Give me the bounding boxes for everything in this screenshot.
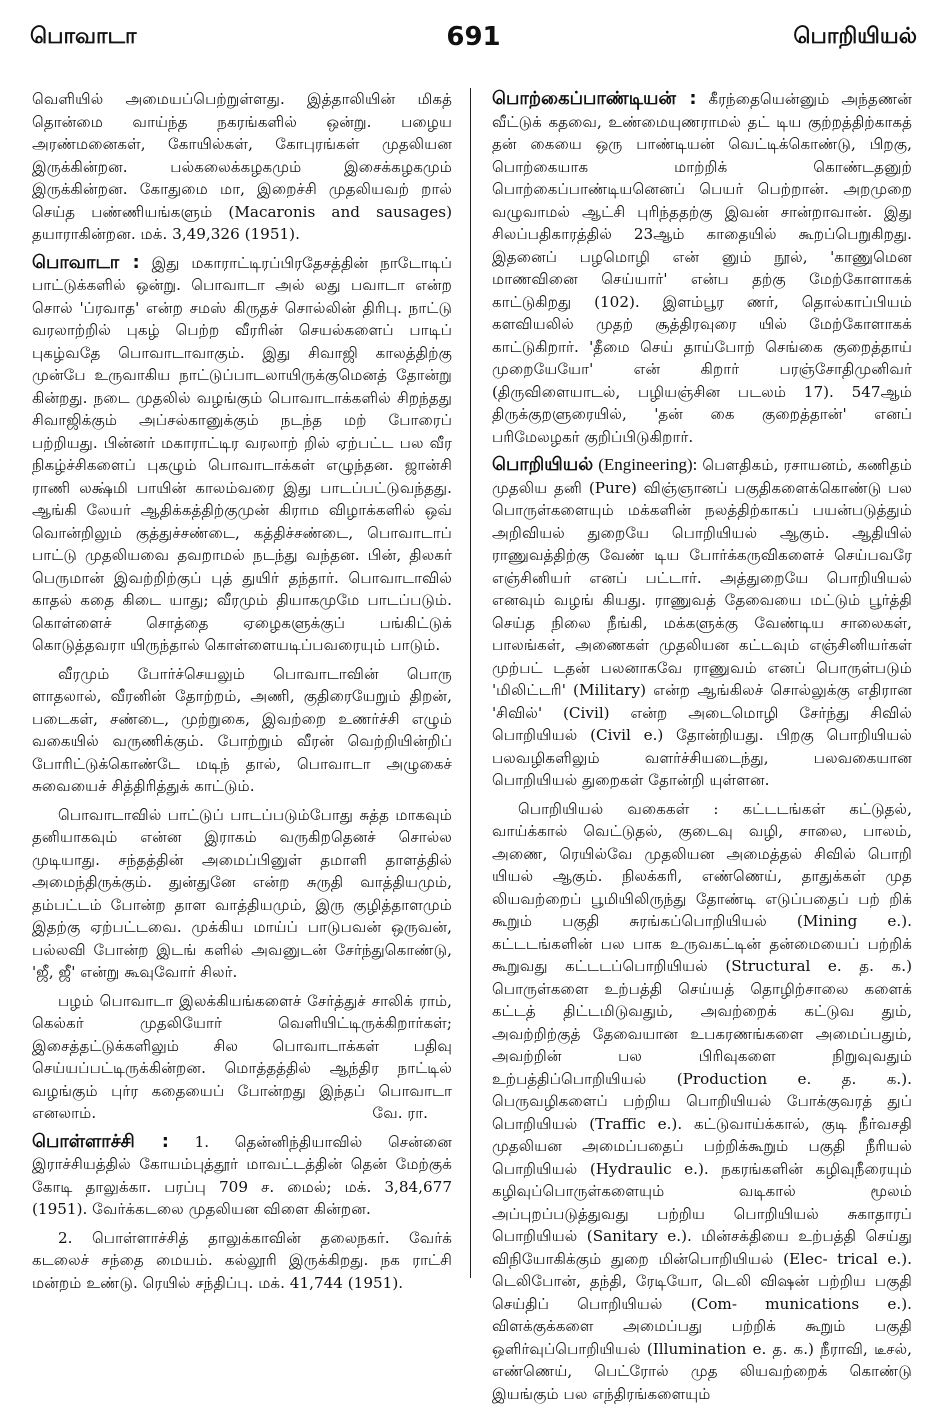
column-divider xyxy=(470,88,471,1278)
entry-headword-pollachi: பொள்ளாச்சி : xyxy=(32,1131,169,1152)
entry-headword-bowada: பொவாடா : xyxy=(32,252,140,273)
entry-engineering xyxy=(492,454,912,792)
entry-text-porkai-pandiyan: கீரந்தையென்னும் அந்தணன் வீட்டுக் கதவை, உண்மையுணராமல் தட் டிய குற்றத்திற்காகத் தன் கையை ஒரு பாண்டியன் வெட்டிக்கொண்டு, பிறகு, பொற்கையாக மாற்றிக் கொண்டதனுற் பொற்கைப்பாண்டியனெனப் பெயர் பெற்றான். அறமுறை வழுவாமல் ஆட்சி புரிந்ததற்கு இவன் சான்றாவான். இது சிலப்பதிகாரத்தில் 23ஆம் காதையில் கூறப்பெறுகிறது. இதனைப் பழமொழி என் னும் நூல், 'காணுமென மாணவினை செய்யார்' என்ப தற்கு மேற்கோளாகக் காட்டுகிறது (102). இளம்பூர ணர், தொல்காப்பியம் களவியலில் முதற் சூத்திரவுரை யில் மேற்கோளாகக் காட்டுகிறார். 'தீமை செய் தாய்போற் செங்கை குறைத்தாய் முறையேயோ' என் கிறார் பரஞ்சோதிமுனிவர் (திருவிளையாடல், பழியஞ்சின படலம் 17). 547ஆம் திருக்குறளுரையில், 'தன் கை குறைத்தான்' எனப் பரிமேலழகர் குறிப்பிடுகிறார். xyxy=(492,90,912,446)
entry-porkai-pandiyan xyxy=(492,88,912,448)
entry-headword-engineering: பொறியியல் xyxy=(492,454,593,475)
author-signature: வே. ரா. xyxy=(346,1102,428,1125)
entry-bowada xyxy=(32,252,452,657)
entry-text-pollachi: 1. தென்னிந்தியாவில் சென்னை இராச்சியத்தில் கோயம்புத்தூர் மாவட்டத்தின் தென் மேற்குக் கோடி தாலுக்கா. பரப்பு 709 ச. மைல்; மக். 3,84,677 (1951). வேர்க்கடலை முதலியன விளை கின்றன. xyxy=(32,1133,452,1219)
entry-pollachi xyxy=(32,1131,452,1221)
entry-text-bowada: இது மகாராட்டிரப்பிரதேசத்தின் நாடோடிப் பாட்டுக்களில் ஒன்று. பொவாடா அல் லது பவாடா என்ற சொல் 'ப்ரவாத' என்ற சமஸ் கிருதச் சொல்லின் திரிபு. நாட்டு வரலாற்றில் புகழ் பெற்ற வீரரின் செயல்களைப் பாடிப் புகழ்வதே பொவாடாவாகும். இது சிவாஜி காலத்திற்கு முன்பே உருவாகிய நாட்டுப்பாடலாயிருக்குமெனத் தோன்று கின்றது. நடை முதலில் வழங்கும் பொவாடாக்களில் சிறந்தது சிவாஜிக்கும் அப்சல்கானுக்கும் நடந்த மற் போரைப் பற்றியது. பின்னர் மகாராட்டிர வரலாற் றில் ஏற்பட்ட பல வீர நிகழ்ச்சிகளைப் புகழும் பொவாடாக்கள் எழுந்தன. ஜான்சி ராணி லக்ஷ்மி பாயின் காலம்வரை இது பாடப்பட்டுவந்தது. ஆங்கி லேயர் ஆதிக்கத்திற்குமுன் கிராம விழாக்களில் ஒவ் வொன்றிலும் குத்துச்சண்டை, கத்திச்சண்டை, பொவாடாப் பாட்டு முதலியவை தவறாமல் நடந்து வந்தன. பின், திலகர் பெருமான் இவற்றிற்குப் புத் துயிர் தந்தார். பொவாடாவில் காதல் கதை கிடை யாது; வீரமும் தியாகமுமே பாடப்படும். கொள்ளைச் சொத்தை ஏழைகளுக்குப் பங்கிட்டுக் கொடுத்தவரா யிருந்தால் கொள்ளையடிப்பவரையும் பாடும். xyxy=(32,254,452,655)
paragraph-engineering-types: பொறியியல் வகைகள் : கட்டடங்கள் கட்டுதல், வாய்க்கால் வெட்டுதல், குடைவு வழி, சாலை, பாலம், அணை, ரெயில்வே முதலியன அமைத்தல் சிவில் பொறி யியல் ஆகும். நிலக்கரி, எண்ணெய், தாதுக்கள் முத லியவற்றைப் பூமியிலிருந்து தோண்டி எடுப்பதைப் பற் றிக் கூறும் பகுதி சுரங்கப்பொறியியல் (Mining e.). கட்டடங்களின் பல பாக உருவகட்டின் தன்மையைப் பற்றிக் கூறுவது கட்டடப்பொறியியல் (Structural e. த. க.) பொருள்களை உற்பத்தி செய்யத் தொழிற்சாலை களைக் கட்டத் திட்டமிடுவதும், அவற்றைக் கட்டுவ தும், அவற்றிற்குத் தேவையான உபகரணங்களை அமைப்பதும், அவற்றின் பல பிரிவுகளை நிறுவுவதும் உற்பத்திப்பொறியியல் (Production e. த. க.). பெருவழிகளைப் பற்றிய பொறியியல் போக்குவரத் துப் பொறியியல் (Traffic e.). கட்டுவாய்க்கால், குடி நீர்வசதி முதலியன அமைப்பதைப் பற்றிக்கூறும் பகுதி நீரியல் பொறியியல் (Hydraulic e.). நகரங்களின் கழிவுநீரையும் கழிவுப்பொருள்களையும் வடிகால் மூலம் அப்புறப்படுத்துவது பற்றிய பொறியியல் சுகாதாரப் பொறியியல் (Sanitary e.). மின்சக்தியை உற்பத்தி செய்து விநியோகிக்கும் துறை மின்பொறியியல் (Elec- trical e.). டெலிபோன், தந்தி, ரேடியோ, டெலி விஷன் பற்றிய பகுதி செய்திப் பொறியியல் (Com- munications e.). விளக்குக்களை அமைப்பது பற்றிக் கூறும் பகுதி ஒளிர்வுப்பொறியியல் (Illumination e. த. க.) நீராவி, டீசல், எண்ணெய், பெட்ரோல் முத லியவற்றைக் கொண்டு இயங்கும் பல எந்திரங்களையும் xyxy=(492,798,912,1405)
page-header xyxy=(30,22,917,62)
running-head-right: பொறியியல் xyxy=(793,22,917,52)
paragraph-text: பழம் பொவாடா இலக்கியங்களைச் சேர்த்துச் சாலிக் ராம், கெல்கர் முதலியோர் வெளியிட்டிருக்கிறார்கள்; இசைத்தட்டுக்களிலும் சில பொவாடாக்கள் பதிவு செய்யப்பட்டிருக்கின்றன. மொத்தத்தில் ஆந்திர நாட்டில் வழங்கும் புர்ர கதையைப் போன்றது இந்தப் பொவாடா எனலாம். xyxy=(32,992,452,1123)
right-column xyxy=(492,88,912,1288)
running-head-left: பொவாடா xyxy=(30,22,137,52)
page-number: 691 xyxy=(446,22,500,52)
entry-headword-latin: (Engineering): xyxy=(598,455,697,474)
paragraph: பொவாடாவில் பாட்டுப் பாடப்படும்போது சுத்த மாகவும் தனியாகவும் என்ன இராகம் வருகிறதெனச் சொல்ல முடியாது. சந்தத்தின் அமைப்பினுள் தமாளி தாளத்தில் அமைந்திருக்கும். துன்துனே என்ற சுருதி வாத்தியமும், தம்பட்டம் போன்ற தாள வாத்தியமும், இரு குழித்தாளமும் இதற்கு ஏற்பட்டவை. முக்கிய மாய்ப் பாடுபவன் ஒருவன், பல்லவி போன்ற இடங் களில் அவனுடன் சேர்ந்துகொண்டு, 'ஜீ, ஜீ' என்று கூவுவோர் சிலர். xyxy=(32,804,452,984)
paragraph xyxy=(32,990,452,1125)
paragraph: வீரமும் போர்ச்செயலும் பொவாடாவின் பொரு ளாதலால், வீரனின் தோற்றம், அணி, குதிரையேறும் திறன், படைகள், சண்டை, முற்றுகை, இவற்றை உணர்ச்சி எழும் வகையில் வருணிக்கும். போற்றும் வீரன் வெற்றியின்றிப் போரிட்டுக்கொண்டே மடிந் தால், பொவாடா அழுகைச் சுவையைச் சித்திரித்துக் காட்டும். xyxy=(32,663,452,798)
bologna-continuation: வெளியில் அமையப்பெற்றுள்ளது. இத்தாலியின் மிகத் தொன்மை வாய்ந்த நகரங்களில் ஒன்று. பழைய அரண்மனைகள், கோயில்கள், கோபுரங்கள் முதலியன இருக்கின்றன. பல்கலைக்கழகமும் இசைக்கழகமும் இருக்கின்றன. கோதுமை மா, இறைச்சி முதலியவற் றால் செய்த பண்ணியங்களும் (Macaronis and sausages) தயாராகின்றன. மக். 3,49,326 (1951). xyxy=(32,88,452,246)
left-column xyxy=(32,88,452,1288)
paragraph: 2. பொள்ளாச்சித் தாலுக்காவின் தலைநகர். வேர்க் கடலைச் சந்தை மையம். கல்லூரி இருக்கிறது. நக ராட்சி மன்றம் உண்டு. ரெயில் சந்திப்பு. மக். 41,744 (1951). xyxy=(32,1227,452,1295)
entry-text-engineering: பௌதிகம், ரசாயனம், கணிதம் முதலிய தனி (Pure) விஞ்ஞானப் பகுதிகளைக்கொண்டு பல பொருள்களையும் மக்களின் நலத்திற்காகப் பயன்படுத்தும் அறிவியல் துறையே பொறியியல் ஆகும். ஆதியில் ராணுவத்திற்கு வேண் டிய போர்க்கருவிகளைச் செய்பவரே எஞ்சினியர் எனப் பட்டார். அத்துறையே பொறியியல் எனவும் வழங் கியது. ராணுவத் தேவையை மட்டும் பூர்த்தி செய்த நிலை நீங்கி, மக்களுக்கு வேண்டிய சாலைகள், பாலங்கள், அணைகள் முதலியன கட்டவும் எஞ்சினியர்கள் முற்பட் டதன் பலனாகவே ராணுவம் எனப் பொருள்படும் 'மிலிட்டரி' (Military) என்ற ஆங்கிலச் சொல்லுக்கு எதிரான 'சிவில்' (Civil) என்ற அடைமொழி சேர்ந்து சிவில் பொறியியல் (Civil e.) தோன்றியது. பிறகு பொறியியல் பலவழிகளிலும் வளர்ச்சியடைந்து, பலவகையான பொறியியல் துறைகள் தோன்றி யுள்ளன. xyxy=(492,456,912,789)
entry-headword-porkai-pandiyan: பொற்கைப்பாண்டியன் : xyxy=(492,88,697,109)
